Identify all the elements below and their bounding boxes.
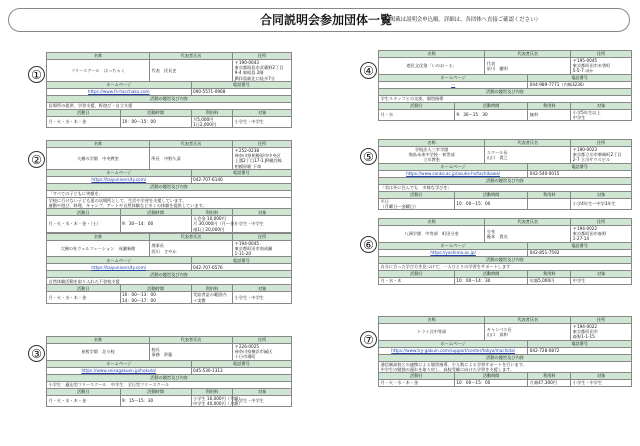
entry-number: ① — [28, 66, 45, 83]
content-text: 小学生：適応型フリースクール 中学生：全日型フリースクール — [47, 381, 292, 388]
hp-header: ホームページ — [47, 360, 192, 367]
activity-time: 10：00〜13：00 14：00〜17：00 — [120, 292, 191, 303]
address: 〒195-0045 東京都町田市木曽町 5-5-7 ほか — [571, 58, 632, 75]
content-header: 活動の趣旨及び内容 — [47, 95, 292, 102]
address: 〒226-0025 神奈川県横浜市緑区 十日市場町 — [233, 344, 292, 361]
activity-time: 9：30〜15：30 — [454, 109, 527, 120]
homepage-link[interactable]: https://www.fs-hacchaku.com — [47, 88, 192, 95]
homepage-link[interactable]: https://www.sanko.ac.jp/asuka-hs/tachikawa/ — [379, 170, 528, 177]
hp-header: ホームページ — [47, 169, 192, 176]
address: 〒190-0023 東京都立川市柴崎町2丁目 2-7 立川サウスビル — [571, 147, 632, 164]
org-name: 星槎学園 北斗校 — [47, 344, 150, 361]
time-header: 活動時間 — [120, 285, 191, 292]
activity-days: 月・水・木 — [379, 277, 455, 284]
content-header: 活動の趣旨及び内容 — [379, 354, 632, 361]
entry-number: ③ — [28, 345, 45, 362]
entry-table — [46, 52, 292, 128]
fee-header: 利用料 — [191, 285, 233, 292]
org-name: 大樹の学園 中央教室 — [47, 148, 150, 170]
content-text: 自分に合った学び方を見つけて、一人ひとりの学習をサポートします — [379, 263, 632, 270]
fee-header: 利用料 — [528, 373, 571, 380]
name-header: 名称 — [47, 337, 150, 344]
hp-header: ホームページ — [379, 340, 528, 347]
content-header: 活動の趣旨及び内容 — [47, 183, 292, 190]
addr-header: 住所 — [571, 317, 632, 324]
address: 〒194-0045 東京都町田市南成瀬 1-11-20 — [233, 240, 292, 257]
target-header: 対象 — [571, 191, 632, 198]
time-header: 活動時間 — [454, 270, 527, 277]
tel-header: 電話番号 — [191, 81, 291, 88]
content-text: 学生スタッフとの交流、個別指導 — [379, 95, 632, 102]
content-note: 学校に行けない子ども達の居場所として、生活や学習を支援しています。 運動や遊び、料理、キャンプ、アートや自然体験など多くの体験を提供しています。 — [47, 197, 292, 208]
fee: 入会金 10,000円 月 30,000円（月〜金） 週1日 20,000円 — [193, 216, 239, 232]
content-header: 活動の趣旨及び内容 — [47, 271, 292, 278]
homepage-link[interactable]: ー — [379, 81, 528, 88]
addr-header: 住所 — [233, 53, 292, 60]
activity-time: 9：15〜15：30 — [120, 395, 191, 406]
time-header: 活動時間 — [120, 209, 191, 216]
addr-header: 住所 — [571, 140, 632, 147]
entry-number: ⑦ — [360, 331, 377, 348]
entry-table — [378, 139, 632, 210]
representative: 代表 星川 慶明 — [485, 58, 571, 75]
phone-number: 042-851-7592 — [528, 249, 632, 256]
homepage-link[interactable]: https://taiyuniversity.com/ — [47, 264, 192, 271]
activity-days: 月・火・水・木・金 — [379, 380, 455, 387]
time-header: 活動時間 — [120, 388, 191, 395]
hp-header: ホームページ — [379, 163, 528, 170]
time-header: 活動時間 — [454, 102, 527, 109]
representative: スクール長 山口 貴之 — [485, 147, 571, 164]
tel-header: 電話番号 — [528, 340, 632, 347]
entry-block — [46, 52, 292, 128]
fee: 受給者証の範囲内 ＋実費 — [191, 292, 233, 303]
entry-table — [46, 140, 292, 233]
target: 小学生・中学生 — [233, 395, 292, 406]
rep-header: 代表者氏名 — [149, 337, 232, 344]
name-header: 名称 — [47, 233, 150, 240]
phone-number: 090-5571-0968 — [191, 88, 291, 95]
address: 〒190-0043 東京都昭島市武蔵野2丁目 9-4 東昭島 2階 JR拝島駅北口徒歩7分 — [233, 60, 292, 82]
page-subtitle: （※掲載は説明会申込順。詳細は、各団体へ直接ご確認ください） — [380, 17, 541, 23]
rep-header: 代表者氏名 — [485, 219, 571, 226]
content-note: 通信制高校との連携による個別指導、少人数による学習サポートを行います。 中学生の勉強の遅れを取り戻し、高校受験に向けた学習を支援します。 — [379, 361, 632, 372]
rep-header: 代表者氏名 — [149, 53, 232, 60]
tel-header: 電話番号 — [191, 257, 291, 264]
rep-header: 代表者氏名 — [485, 140, 571, 147]
fee: 月額47,300円 — [528, 380, 571, 387]
activity-days: 平日 （月曜日〜金曜日） — [379, 198, 455, 209]
fee: 無料 — [528, 109, 571, 120]
hp-header: ホームページ — [379, 242, 528, 249]
entry-table — [46, 233, 292, 304]
target-header: 対象 — [233, 285, 292, 292]
activity-days: 月・火・水・木・金 — [47, 116, 121, 127]
time-header: 活動時間 — [454, 373, 527, 380]
tel-header: 電話番号 — [528, 163, 632, 170]
fee-header: 利用料 — [191, 388, 233, 395]
entry-number: ② — [28, 151, 45, 168]
fee — [528, 198, 571, 209]
homepage-link[interactable]: https://www.try-gakuin.com/support/center/tokyo/machida/ — [379, 347, 528, 354]
representative: キャンパス長 山口 真和 — [485, 324, 571, 341]
addr-header: 住所 — [571, 219, 632, 226]
activity-days: 月・火・水・木・金 — [47, 292, 121, 303]
phone-number: 042-728-0872 — [528, 347, 632, 354]
homepage-link[interactable]: https://yashima.ac.jp/ — [379, 249, 528, 256]
target: 小学5年生以上 中学生 — [571, 109, 632, 120]
target: 小学生・中学生 — [233, 116, 292, 127]
representative: 代表 民長史 — [149, 60, 232, 82]
day-header: 活動日 — [379, 102, 455, 109]
activity-time: 9：30〜14：00 — [120, 216, 191, 233]
entry-number: ⑥ — [360, 236, 377, 253]
day-header: 活動日 — [379, 373, 455, 380]
addr-header: 住所 — [233, 233, 292, 240]
day-header: 活動日 — [47, 109, 121, 116]
content-text: 「君は外に住んでも 多様な学びを」 — [379, 184, 632, 191]
content-header: 活動の趣旨及び内容 — [379, 256, 632, 263]
phone-number: 042-707-6140 — [191, 176, 291, 183]
target: 小学生・中学生 — [233, 216, 292, 233]
hp-header: ホームページ — [47, 257, 192, 264]
target-header: 対象 — [233, 388, 292, 395]
fee: 月5,000円 1日2,000円 — [191, 116, 233, 127]
name-header: 名称 — [379, 140, 485, 147]
page-title: 合同説明会参加団体一覧 — [260, 13, 393, 27]
entry-table — [378, 218, 632, 285]
entry-block — [378, 50, 632, 121]
entry-block — [378, 218, 632, 285]
target-header: 対象 — [233, 109, 292, 116]
activity-days: 月・火・水・木・金 — [47, 395, 121, 406]
day-header: 活動日 — [47, 388, 121, 395]
name-header: 名称 — [47, 53, 150, 60]
phone-number: 042-707-6576 — [191, 264, 291, 271]
entry-table — [378, 316, 632, 387]
org-name: 大樹の杜ウェルフェーション 成瀬新館 — [47, 240, 150, 257]
activity-days: 月・火・水・木・金・（土） — [47, 216, 121, 233]
hp-header: ホームページ — [47, 81, 192, 88]
activity-time: 10：00〜15：00 — [454, 198, 527, 209]
activity-time: 10：00〜14：30 — [454, 277, 527, 284]
content-text: 自然体験活動を取り入れた不登校支援 — [47, 278, 292, 285]
name-header: 名称 — [379, 219, 485, 226]
target: 中学生 — [571, 277, 632, 284]
fee-header: 利用料 — [528, 191, 571, 198]
day-header: 活動日 — [379, 270, 455, 277]
content-header: 活動の趣旨及び内容 — [379, 88, 632, 95]
phone-number: 045-530-1313 — [191, 367, 291, 374]
target: 小学生・中学生 — [233, 292, 292, 303]
addr-header: 住所 — [571, 51, 632, 58]
day-header: 活動日 — [47, 285, 121, 292]
fee: 年額5,000円 — [528, 277, 571, 284]
activity-time: 10：00〜15：00 — [454, 380, 527, 387]
activity-days: 月・水 — [379, 109, 455, 120]
entry-table — [378, 50, 632, 121]
name-header: 名称 — [379, 51, 485, 58]
target-header: 対象 — [571, 373, 632, 380]
target: 小学4年生〜中学3年生 — [571, 198, 632, 209]
phone-number: 042-540-0015 — [528, 170, 632, 177]
entry-number: ⑤ — [360, 148, 377, 165]
entry-number: ④ — [360, 62, 377, 79]
activity-time: 10：00〜15：00 — [120, 116, 191, 127]
homepage-link[interactable]: https://www.seisagakuen.jp/hokuto/ — [47, 367, 192, 374]
time-header: 活動時間 — [454, 191, 527, 198]
representative: 所長 中野久清 — [149, 148, 232, 170]
org-name: トライ式中等部 — [379, 324, 485, 341]
tel-header: 電話番号 — [191, 169, 291, 176]
representative: 分室 藤本 貴光 — [485, 226, 571, 243]
entry-table — [46, 336, 292, 407]
tel-header: 電話番号 — [191, 360, 291, 367]
homepage-link[interactable]: https://taiyuniversity.com/ — [47, 176, 192, 183]
name-header: 名称 — [47, 141, 150, 148]
addr-header: 住所 — [233, 337, 292, 344]
fee-header: 利用料 — [191, 109, 233, 116]
representative: 理事長 西川 さやか — [149, 240, 232, 257]
hp-header: ホームページ — [379, 74, 528, 81]
target-header: 対象 — [571, 102, 632, 109]
address: 〒194-0022 東京都町田市 森野1-1-15 — [571, 324, 632, 341]
rep-header: 代表者氏名 — [149, 141, 232, 148]
org-name: 学校法人三幸学園 飛鳥未来中学校・初等部 立川教室 — [379, 147, 485, 164]
content-text: 「すべての子どもに笑顔を」 — [47, 190, 292, 197]
target-header: 対象 — [233, 209, 292, 216]
target-header: 対象 — [571, 270, 632, 277]
content-header: 活動の趣旨及び内容 — [379, 177, 632, 184]
time-header: 活動時間 — [120, 109, 191, 116]
tel-header: 電話番号 — [528, 74, 632, 81]
org-name: 遊民文化塾「いのおーる」 — [379, 58, 485, 75]
entry-block — [378, 139, 632, 210]
tel-header: 電話番号 — [528, 242, 632, 249]
addr-header: 住所 — [233, 141, 292, 148]
fee-header: 利用料 — [191, 209, 233, 216]
day-header: 活動日 — [379, 191, 455, 198]
org-name: フリースクール はっちゃく — [47, 60, 150, 82]
content-text: 居場所の提供、学習支援、野遊び・自立支援 — [47, 102, 292, 109]
address: 〒252-0238 神奈川県相模原市中央区 上溝2丁目17-1 JR横浜線 相模原駅 下車 — [233, 148, 292, 170]
name-header: 名称 — [379, 317, 485, 324]
phone-number: 044-989-7771（内線3236） — [528, 81, 632, 88]
target: 小学生・中学生 — [571, 380, 632, 387]
entry-block — [46, 140, 292, 304]
address: 〒194-0022 東京都町田市森野 1-27-14 — [571, 226, 632, 243]
day-header: 活動日 — [47, 209, 121, 216]
representative: 校長 事務 鈴藤 — [149, 344, 232, 361]
entry-block — [46, 336, 292, 407]
fee-header: 利用料 — [528, 270, 571, 277]
fee-header: 利用料 — [528, 102, 571, 109]
content-header: 活動の趣旨及び内容 — [47, 374, 292, 381]
entry-block — [378, 316, 632, 387]
rep-header: 代表者氏名 — [485, 51, 571, 58]
fee: 小学生 16,000円（月額） 中学生 40,000円（月額） — [193, 395, 243, 406]
rep-header: 代表者氏名 — [485, 317, 571, 324]
rep-header: 代表者氏名 — [149, 233, 232, 240]
org-name: 八洲学園 中等部 町田分室 — [379, 226, 485, 243]
